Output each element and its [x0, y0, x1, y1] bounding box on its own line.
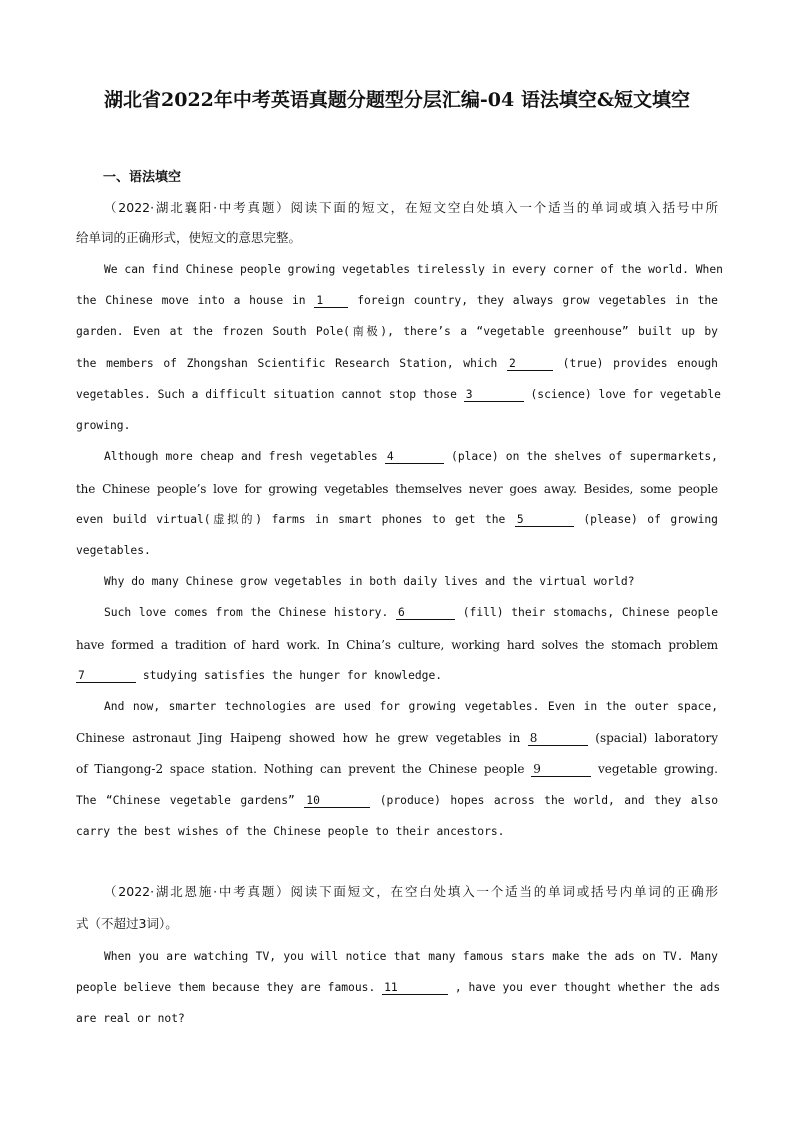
passage1-line: vegetables.: [76, 544, 151, 557]
blank-5[interactable]: 5: [515, 513, 574, 527]
passage1-line: Why do many Chinese grow vegetables in both daily lives and the virtual world?: [104, 575, 635, 588]
passage1-instruction-cont: 给单词的正确形式，使短文的意思完整。: [76, 230, 302, 245]
passage1-line: Chinese astronaut Jing Haipeng showed how he grew vegetables in 8 (spacial) laboratory: [76, 731, 719, 745]
blank-1[interactable]: 1: [314, 294, 348, 308]
passage1-line: 7 studying satisfies the hunger for knowledge.: [78, 669, 443, 682]
passage2-line: people believe them because they are famous. 11 , have you ever thought whether the ads: [76, 981, 721, 994]
blank-11[interactable]: 11: [382, 981, 448, 995]
blank-7[interactable]: 7: [76, 669, 136, 683]
passage1-line: have formed a tradition of hard work. In China’s culture, working hard solves the stomach problem: [76, 638, 718, 652]
blank-4[interactable]: 4: [385, 450, 444, 464]
section-heading: 一、语法填空: [103, 170, 182, 185]
passage1-line: We can find Chinese people growing vegetables tirelessly in every corner of the world. When: [104, 263, 723, 276]
passage1-line: the members of Zhongshan Scientific Research Station, which 2 (true) provides enough: [76, 357, 718, 370]
passage1-line: carry the best wishes of the Chinese people to their ancestors.: [76, 825, 505, 838]
passage1-instruction: （2022·湖北襄阳·中考真题）阅读下面的短文，在短文空白处填入一个适当的单词或填入括号中所: [104, 200, 718, 215]
passage2-instruction-cont: 式（不超过3词）。: [76, 916, 178, 931]
passage1-line: Although more cheap and fresh vegetables 4 (place) on the shelves of supermarkets,: [104, 450, 718, 463]
passage1-line: And now, smarter technologies are used for growing vegetables. Even in the outer space,: [104, 700, 718, 713]
blank-8[interactable]: 8: [528, 732, 588, 746]
passage1-line: of Tiangong-2 space station. Nothing can prevent the Chinese people 9 vegetable growing.: [76, 762, 718, 776]
passage1-line: the Chinese people’s love for growing vegetables themselves never goes away. Besides, some people: [76, 482, 718, 496]
blank-3[interactable]: 3: [464, 388, 524, 402]
blank-6[interactable]: 6: [396, 606, 455, 620]
passage2-line: When you are watching TV, you will notice that many famous stars make the ads on TV. Many: [104, 950, 718, 963]
passage1-line: The “Chinese vegetable gardens” 10 (produce) hopes across the world, and they also: [76, 794, 718, 807]
passage1-line: vegetables. Such a difficult situation cannot stop those 3 (science) love for vegetable: [76, 388, 721, 401]
passage2-line: are real or not?: [76, 1012, 185, 1025]
page-title: 湖北省2022年中考英语真题分题型分层汇编-04 语法填空&短文填空: [104, 89, 690, 111]
passage1-line: Such love comes from the Chinese history. 6 (fill) their stomachs, Chinese people: [104, 606, 719, 619]
blank-9[interactable]: 9: [531, 763, 591, 777]
passage1-line: the Chinese move into a house in 1 foreign country, they always grow vegetables in the: [76, 294, 718, 307]
blank-2[interactable]: 2: [507, 357, 553, 371]
passage1-line: even build virtual(虚拟的) farms in smart phones to get the 5 (please) of growing: [76, 513, 718, 526]
passage1-line: growing.: [76, 419, 131, 432]
passage1-line: garden. Even at the frozen South Pole(南极), there’s a “vegetable greenhouse” built up by: [76, 325, 718, 338]
passage2-instruction: （2022·湖北恩施·中考真题）阅读下面短文，在空白处填入一个适当的单词或括号内单词的正确形: [104, 884, 718, 899]
blank-10[interactable]: 10: [304, 794, 370, 808]
